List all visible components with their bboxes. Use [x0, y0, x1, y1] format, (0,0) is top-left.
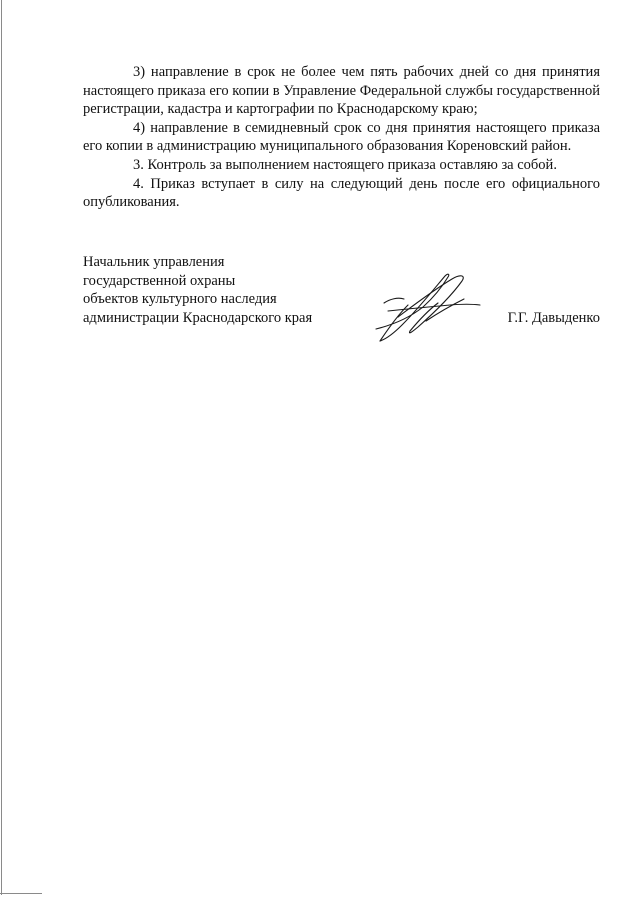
signatory-position [83, 253, 383, 327]
handwritten-signature [368, 269, 483, 343]
signatory-position-line: государственной охраны [83, 272, 236, 289]
paragraph-clause-4: 4. Приказ вступает в силу на следующий день после его официального опубликования. [83, 175, 600, 211]
paragraph-item-4: 4) направление в семидневный срок со дня принятия настоящего приказа его копии в администрацию муниципального образования Кореновский район. [83, 119, 600, 155]
scan-edge-line [1, 0, 2, 895]
signatory-name: Г.Г. Давыденко [507, 309, 600, 326]
paragraph-clause-3: 3. Контроль за выполнением настоящего приказа оставляю за собой. [133, 156, 557, 173]
signatory-position-line: Начальник управления [83, 254, 225, 270]
scan-edge-mark [0, 893, 42, 894]
signatory-position-line: объектов культурного наследия [83, 291, 277, 308]
signatory-position-line: администрации Краснодарского края [83, 309, 313, 326]
signature-block [83, 253, 600, 343]
document-body [83, 63, 600, 212]
paragraph-item-3: 3) направление в срок не более чем пять рабочих дней со дня принятия настоящего приказа его копии в Управление Федеральной службы государственной регистрации, кадастра и картографии по Краснодарскому краю; [83, 64, 600, 118]
